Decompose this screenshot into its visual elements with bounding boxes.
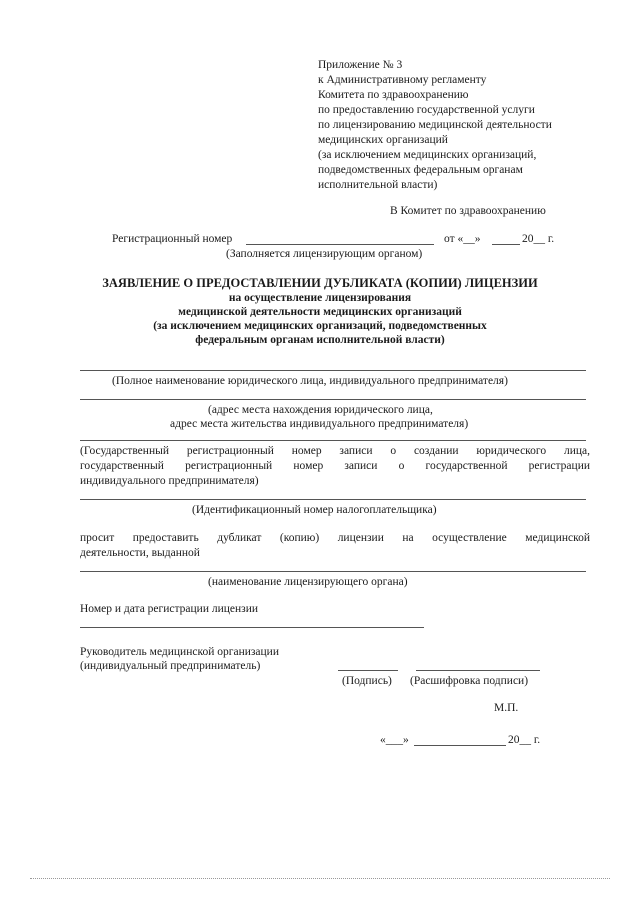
full-name-line[interactable] xyxy=(80,370,586,371)
appendix-block xyxy=(318,58,552,193)
license-number-line[interactable] xyxy=(80,627,424,628)
registration-year: 20__ г. xyxy=(522,233,555,245)
inn-caption: (Идентификационный номер налогоплательщика) xyxy=(192,504,437,516)
document-title: ЗАЯВЛЕНИЕ О ПРЕДОСТАВЛЕНИИ ДУБЛИКАТА (КОПИИ) ЛИЦЕНЗИИ xyxy=(102,276,538,290)
title-subline: федеральным органам исполнительной власти) xyxy=(195,334,445,346)
signature-line[interactable] xyxy=(338,670,398,671)
signature-caption: (Подпись) xyxy=(342,675,392,687)
signature-decode-caption: (Расшифровка подписи) xyxy=(410,675,529,687)
appendix-line: по лицензированию медицинской деятельности xyxy=(318,119,552,131)
registration-month-line[interactable] xyxy=(492,244,520,245)
state-registration-caption-3: индивидуального предпринимателя) xyxy=(80,475,259,487)
head-label-2: (индивидуальный предприниматель) xyxy=(80,660,261,672)
registration-label: Регистрационный номер xyxy=(112,233,233,245)
appendix-line: к Административному регламенту xyxy=(318,74,487,86)
state-registration-caption-1: (Государственный регистрационный номер записи о создании юридического лица, xyxy=(80,445,590,457)
appendix-line: подведомственных федеральным органам xyxy=(318,164,523,176)
appendix-line: Комитета по здравоохранению xyxy=(318,89,469,101)
head-label-1: Руководитель медицинской организации xyxy=(80,646,279,658)
title-subline: на осуществление лицензирования xyxy=(228,292,412,304)
license-number-label: Номер и дата регистрации лицензии xyxy=(80,603,259,615)
appendix-line: медицинских организаций xyxy=(318,134,448,146)
licensing-body-line[interactable] xyxy=(80,571,586,572)
title-subline: медицинской деятельности медицинских организаций xyxy=(178,306,462,318)
date-year: 20__ г. xyxy=(508,734,541,746)
appendix-line: (за исключением медицинских организаций, xyxy=(318,149,537,161)
registration-note: (Заполняется лицензирующим органом) xyxy=(226,248,423,260)
inn-line[interactable] xyxy=(80,499,586,500)
seal-label: М.П. xyxy=(494,702,519,714)
appendix-line: по предоставлению государственной услуги xyxy=(318,104,535,116)
registration-number-line[interactable] xyxy=(246,244,434,245)
full-name-caption: (Полное наименование юридического лица, индивидуального предпринимателя) xyxy=(112,375,508,387)
address-caption-2: адрес места жительства индивидуального предпринимателя) xyxy=(170,418,469,430)
address-line[interactable] xyxy=(80,399,586,400)
state-registration-line[interactable] xyxy=(80,440,586,441)
request-text-1: просит предоставить дубликат (копию) лицензии на осуществление медицинской xyxy=(80,532,590,544)
appendix-line: исполнительной власти) xyxy=(318,179,438,191)
addressee: В Комитет по здравоохранению xyxy=(390,205,546,217)
state-registration-caption-2: государственный регистрационный номер записи о государственной регистрации xyxy=(80,460,590,472)
appendix-line: Приложение № 3 xyxy=(318,59,403,71)
licensing-body-caption: (наименование лицензирующего органа) xyxy=(208,576,408,588)
signature-decode-line[interactable] xyxy=(416,670,540,671)
date-day: «___» xyxy=(380,734,409,746)
address-caption-1: (адрес места нахождения юридического лица, xyxy=(208,404,433,416)
request-text-2: деятельности, выданной xyxy=(80,547,200,559)
footer-divider xyxy=(30,878,610,879)
date-month-line[interactable] xyxy=(414,745,506,746)
title-subline: (за исключением медицинских организаций, подведомственных xyxy=(153,320,487,332)
registration-from: от «__» xyxy=(444,233,481,245)
